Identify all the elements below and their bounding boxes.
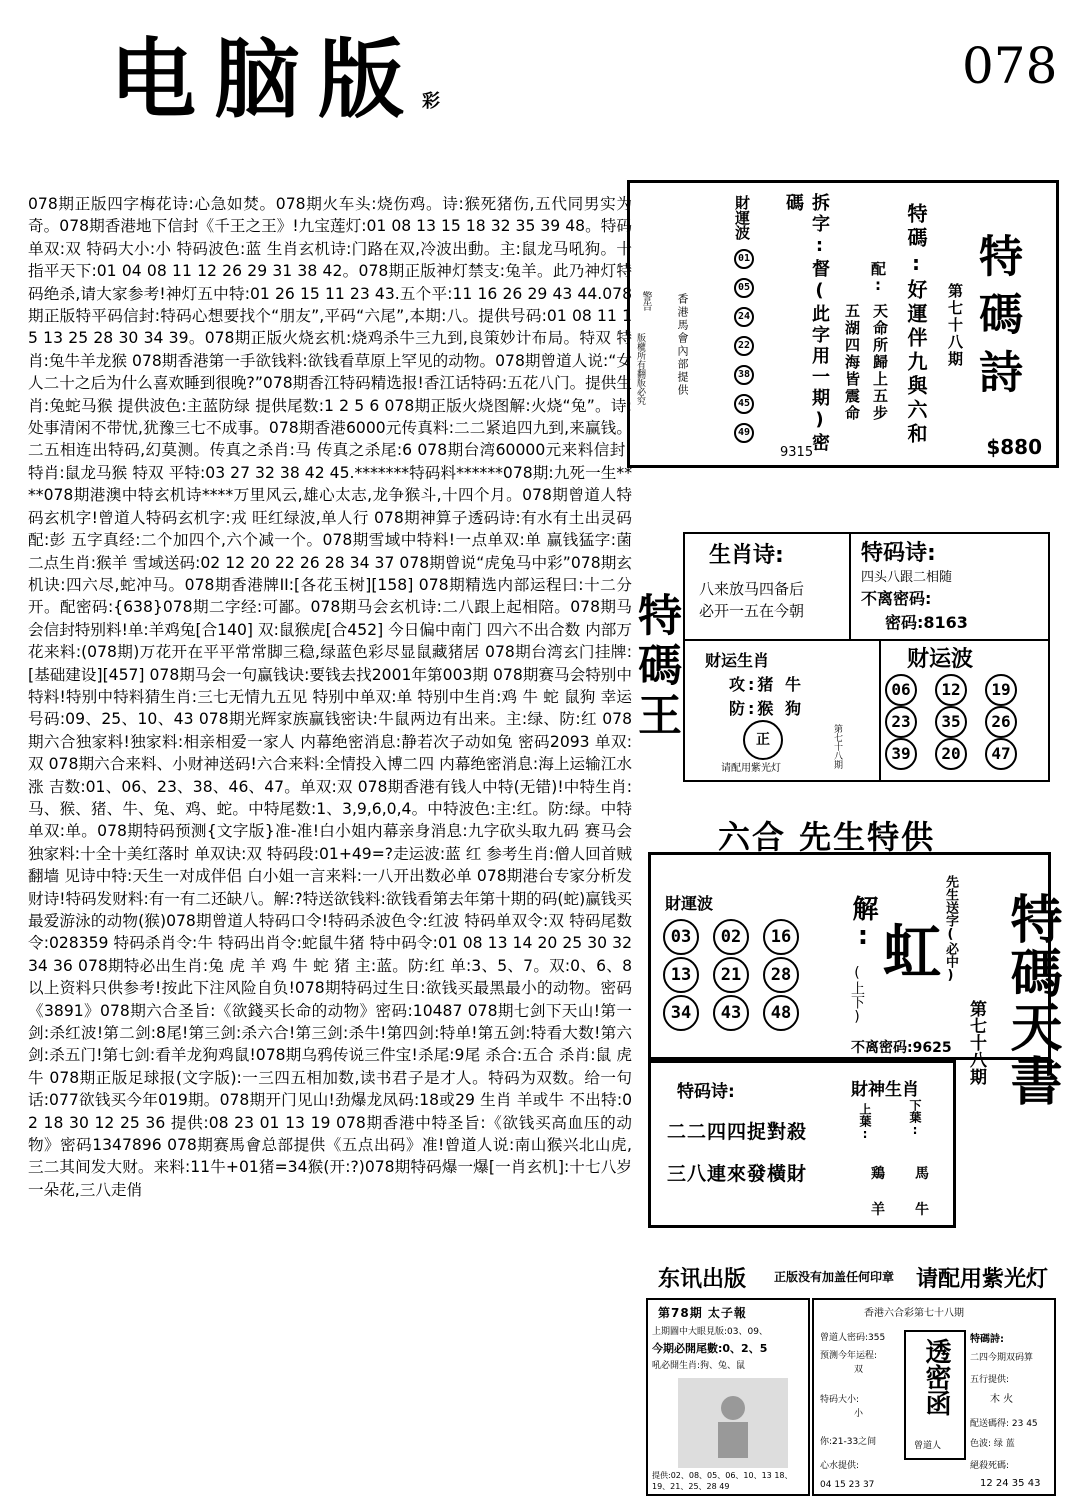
tm-poem-line3: 密码:8163 [885, 613, 968, 632]
liuhe-jie: 解: [848, 895, 878, 951]
toumi-center: 透密函 [921, 1338, 951, 1416]
wave-number: 47 [985, 738, 1017, 770]
wave-number: 24 [734, 307, 754, 327]
tema-shi-stamp: 警告 [640, 291, 651, 311]
tema-shi-code: 9315 [780, 445, 814, 460]
sx-poem-line2: 必开一五在今朝 [699, 602, 805, 620]
taizi-illustration-head [721, 1396, 745, 1420]
tema-shi-box [627, 180, 1059, 468]
issue-number: 078 [962, 37, 1058, 95]
liuhe-xiansheng: 先生送字(必中) [943, 875, 958, 983]
toumi-r8: 12 24 35 43 [980, 1478, 1041, 1489]
taizi-line1: 上期圖中大眼見版:03、09、 [652, 1327, 768, 1337]
taizi-illustration-body [718, 1422, 748, 1458]
liuhe-shangxia: (上下) [849, 965, 865, 1025]
wave-number: 26 [985, 706, 1017, 738]
temawang-box [683, 532, 1050, 782]
sx-poem-title: 生肖诗: [709, 543, 784, 568]
bottom-notice: 正版没有加盖任何印章 [774, 1270, 895, 1284]
wave-number: 19 [985, 674, 1017, 706]
temawang-divider-v2 [879, 639, 881, 780]
wave-number: 20 [935, 738, 967, 770]
liuhe-right-issue: 第七十八期 [966, 1000, 986, 1085]
taizi-bottom: 提供:02、08、05、06、10、13 18、19、21、25、28 49 [652, 1471, 793, 1491]
wave-number: 05 [734, 278, 754, 298]
cy-sx-attack: 攻:猪 牛 [729, 675, 804, 694]
tema-shi-provider: 香港馬會內部提供 [676, 293, 689, 397]
wave-number: 16 [763, 919, 799, 955]
cy-wave-title: 财运波 [907, 647, 974, 672]
cy-sx-defend: 防:猴 狗 [729, 699, 804, 718]
toumi-l4: 特码大小: [820, 1395, 860, 1405]
taizi-line3: 吼必開生肖:狗、兔、鼠 [652, 1361, 746, 1371]
wave-number: 45 [734, 394, 754, 414]
toumi-r3: 五行提供: [970, 1375, 1010, 1385]
wave-number: 06 [885, 674, 917, 706]
toumi-r2: 二四今期双码算 [970, 1353, 1034, 1363]
tema-shi-line1: 特碼:好運伴九與六和 [904, 203, 928, 447]
liuhe-buli: 不离密码:9625 [851, 1040, 952, 1056]
main-text: 078期正版四字梅花诗:心急如焚。078期火车头:烧伤鸡。诗:猴死猪伤,五代同男实为奇。078期香港地下信封《千王之王》!九宝莲灯:01 08 13 15 18 32 35 39 48。特码单双:双 特码大小:小 特码波色:蓝 生肖玄机诗:门路在双,冷波出動。主:鼠龙马吼狗。十指平天下:01 04 08 11 12 26 29 31 38 42。078期正版神灯禁支:兔羊。此乃神灯特码绝杀,请大家参考!神灯五中特:01 26 15 11 23 43.五个平:11 16 26 29 43 44.078期正版特平码信封:特码心想要找个“朋友”,平码“六尾”,本期:八。提供号码:01 08 11 15 13 25 28 30 34 39。078期正版火烧玄机:烧鸡杀牛三九到,良策妙计布局。特双 特肖:兔牛羊龙猴 078期香港第一手欲钱料:欲钱看草原上罕见的动物。078期曾道人说:“女人二十之后为什么喜欢睡到很晚?”078期香江特码精选报!香江话特码:五花八门。提供生肖:兔蛇马猴 提供波色:主蓝防绿 提供尾数:1 2 5 6 078期正版火烧图解:火烧“兔”。诗:处事清闲不带忧,犹豫三七不成事。078期香港6000元传真料:二二紧追四九到,来赢钱。二五相连出特码,幻莫测。传真之杀肖:马 传真之杀尾:6 078期台湾60000元来料信封!特肖:鼠龙马猴 特双 平特:03 27 32 38 42 45.*******特码料******078期:九死一生****078期港澳中特玄机诗****万里风云,雄心太志,龙争猴斗,十四个月。078期曾道人特码玄机字!曾道人特码玄机字:戎 旺红绿波,单人行 078期神算子透码诗:有水有土出灵码 配:彭 五字真经:二个加四个,六个减一个。078期雪域中特料!一点单双:单 赢钱猛字:菌 二点生肖:猴羊 雪域送码:02 12 20 22 26 28 34 37 078期曾说“虎兔马中彩”078期玄机诀:四六尽,蛇冲马。078期香港牌II:[各花玉树][158] 078期精选内部运程曰:十二分开。配密码:{638}078期二字经:可鄙。078期马会玄机诗:二八跟上起相陪。078期马会信封特别料!单:羊鸡兔[合140] 双:鼠猴虎[合452] 今日偏中南门 四六不出合数 内部万花来料:(078期)万花开在平平常常脚三稳,绿蓝色彩尽显鼠藏猪居 078期台湾玄门挂牌:[基础建设][457] 078期马会一句赢钱诀:要钱去找2001年第003期 078期赛马会特别中特料!特别中特料猜生肖:三七无情九五见 特别中单双:单 特别中生肖:鸡 牛 蛇 鼠狗 幸运号码:09、25、10、43 078期光辉家族赢钱密诀:牛鼠两边有出来。主:绿、防:红 078期六合独家料!独家料:相亲相爱一家人 内幕绝密消息:静若次子动如兔 密码2093 单双:双 078期六合来料、小财神送码!六合来料:全情投入博二四 内幕绝密消息:海上运输江水涨 吉数:01、06、23、38、46、47。单双:双 078期香港有钱人中特(无错)!中特生肖:马、猴、猪、牛、兔、鸡、蛇。中特尾数:1、3,9,6,0,4。中特波色:主:红。防:绿。中特单双:单。078期特码预测{文字版}准-准!白小姐内幕亲身消息:九字砍头取九码 赛马会独家料:十全十美红落时 单双诀:双 特码段:01+49=?走运波:蓝 红 参考生肖:僧人回首贼翻墙 见诗中特:天生一对成伴侣 白小姐一言来料:一八开出数必单 078期港台专家分析发财诗!特码发财料:有一有二还缺八。解:?特送欲钱料:欲钱看第去年第十期的码(蛇)赢钱买最爱游泳的动物(猴)078期曾道人特码口令!特码杀波色令:红波 特码单双令:双 特码尾数令:028359 特码杀肖令:牛 特码出肖令:蛇鼠牛猪 特中码令:01 08 13 14 20 25 30 32 34 36 078期特必出生肖:兔 虎 羊 鸡 牛 蛇 猪 主:蓝。防:红 单:3、5、7。双:0、6、8 以上资料只供参考!按此下注风险自负!078期特码过生日:欲钱买最黑最小的动物。密码《3891》078期六合圣旨:《欲錢买长命的动物》密码:10487 078期七剑下天山!第一剑:杀红波!第二剑:8尾!第三剑:杀六合!第三剑:杀牛!第四剑:特单!第五剑:特看大数!第六剑:杀五门!第七剑:看羊龙狗鸡鼠!078期乌鸦传说三件宝!杀尾:9尾 杀合:五合 杀肖:鼠 虎 牛 078期正版足球报(文字版):一三四五相加数,读书君子是才人。特码为双数。给一句话:077欲钱买今年019期。078期开门见山!劲爆龙凤码:18或29 生肖 羊或牛 不出特:02 18 30 12 25 36 提供:08 23 01 13 19 078期香港中特圣旨:《欲钱买高血压的动物》密码1347896 078期赛馬會总部提供《五点出码》准!曾道人说:南山猴兴北山虎,三二其间发大财。来料:11牛+01猪=34猴(开:?)078期特码爆一爆[一肖玄机]:十七八岁一朵花,三八走俏 [28, 195, 632, 1199]
temawang-side-title: 特碼王 [630, 592, 681, 742]
tm-poem-line2: 不离密码: [861, 589, 932, 608]
wave-number: 22 [734, 336, 754, 356]
liuhe-hong: 虹 [883, 918, 942, 986]
wave-number: 35 [935, 706, 967, 738]
tema-shi-wave-label: 財運波 [733, 195, 751, 240]
wave-number: 39 [885, 738, 917, 770]
taizi-line2: 今期必開尾數:0、2、5 [652, 1342, 768, 1355]
liuhe-tm-title: 特码诗: [677, 1082, 735, 1102]
tema-shi-price: $880 [986, 435, 1042, 459]
cs-up: 上葉: [858, 1103, 872, 1141]
wave-number: 02 [713, 919, 749, 955]
liuhe-wave-title: 財運波 [665, 894, 714, 913]
wave-number: 01 [734, 249, 754, 269]
temawang-divider-h [685, 639, 1048, 641]
wave-number: 13 [663, 957, 699, 993]
cs-b: 馬 [915, 1166, 929, 1182]
toumi-box [812, 1298, 1056, 1496]
taizi-box [646, 1298, 810, 1496]
cs-a: 鶏 [871, 1166, 885, 1182]
toumi-l3: 双 [854, 1365, 864, 1375]
tema-shi-line2: 天命所歸上五步 [871, 303, 889, 422]
temawang-side-issue: 第七十八期 [832, 724, 842, 769]
liuhe-right-title: 特碼天書 [1001, 892, 1062, 1108]
title-mark: 彩 [422, 91, 440, 112]
wave-number: 48 [763, 995, 799, 1031]
liuhe-tm-line2: 三八連來發橫財 [667, 1163, 808, 1185]
toumi-l6: 你:21-33之间 [820, 1437, 877, 1447]
toumi-l8: 04 15 23 37 [820, 1480, 875, 1490]
main-text-column [28, 193, 632, 1201]
liuhe-tm-line1: 二二四四捉對殺 [667, 1121, 808, 1143]
toumi-r1: 特碼詩: [970, 1334, 1004, 1345]
toumi-l7: 心水提供: [820, 1461, 860, 1471]
tm-poem-line1: 四头八跟二相随 [861, 570, 953, 585]
wave-number: 34 [663, 995, 699, 1031]
toumi-l1: 曾道人密码:355 [820, 1333, 886, 1343]
toumi-l2: 预测今年运程: [820, 1351, 878, 1361]
toumi-top: 香港六合彩第七十八期 [864, 1308, 964, 1319]
toumi-r6: 色波: 绿 蓝 [970, 1439, 1015, 1449]
tema-shi-issue: 第七十八期 [946, 283, 964, 368]
toumi-center-sub: 曾道人 [914, 1441, 942, 1451]
cs-c: 羊 [871, 1202, 885, 1218]
temawang-divider-v1 [849, 534, 851, 639]
liuhe-lower-box [648, 1060, 956, 1228]
tm-poem-title: 特码诗: [861, 541, 936, 566]
toumi-r7: 絕殺死碼: [970, 1461, 1010, 1471]
wave-number: 23 [885, 706, 917, 738]
tema-shi-pei: 配: [869, 261, 887, 294]
wave-number: 21 [713, 957, 749, 993]
taizi-illustration [678, 1378, 788, 1468]
toumi-r4: 木 火 [990, 1394, 1014, 1405]
tema-shi-title: 特碼詩 [971, 233, 1022, 407]
toumi-r5: 配送碼得: 23 45 [970, 1419, 1038, 1429]
seal-stamp: 正 [743, 720, 783, 760]
wave-number: 12 [935, 674, 967, 706]
cy-sx-title: 财运生肖 [705, 651, 770, 670]
page-title: 电脑版$^彩$ [110, 29, 440, 130]
tema-shi-copyright: 版權所有翻版必究 [635, 333, 645, 405]
wave-number: 38 [734, 365, 754, 385]
toumi-center-frame [904, 1330, 966, 1460]
sx-poem-line1: 八来放马四备后 [699, 580, 805, 598]
cs-d: 牛 [915, 1202, 929, 1218]
dongxun-publisher: 东讯出版 [658, 1267, 747, 1292]
wave-number: 49 [734, 423, 754, 443]
toumi-l5: 小 [854, 1409, 864, 1419]
tema-shi-line3: 五湖四海皆震命 [843, 303, 861, 422]
liuhe-box [648, 852, 1051, 1060]
taizi-title: 第78期 太子報 [658, 1306, 747, 1320]
temawang-hint: 请配用紫光灯 [721, 763, 781, 774]
wave-number: 28 [763, 957, 799, 993]
cs-down: 下葉: [908, 1099, 922, 1137]
tema-shi-chaizi: 拆字:督(此字用一期)密碼 [783, 193, 830, 454]
bottom-purple-lamp: 请配用紫光灯 [916, 1267, 1049, 1292]
wave-number: 03 [663, 919, 699, 955]
liuhe-heading: 六合 先生特供 [718, 818, 936, 856]
wave-number: 43 [713, 995, 749, 1031]
cs-title: 財神生肖 [851, 1080, 919, 1100]
